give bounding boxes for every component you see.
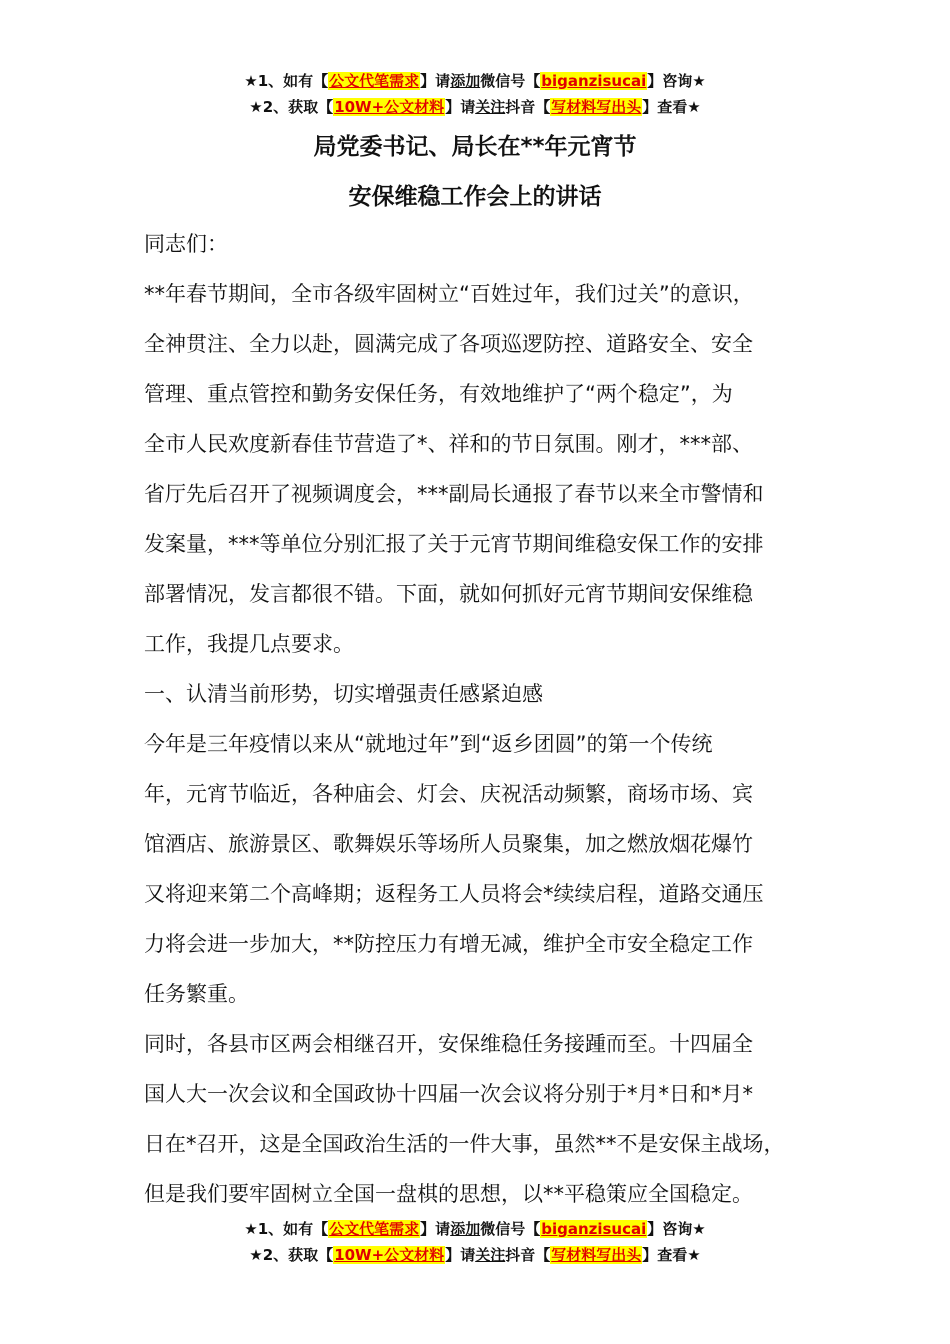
body-line: 同时，各县市区两会相继召开，安保维稳任务接踵而至。十四届全 <box>144 1032 753 1056</box>
body-line: 省厅先后召开了视频调度会，***副局长通报了春节以来全市警情和 <box>144 482 764 506</box>
body-line: 日在*召开，这是全国政治生活的一件大事，虽然**不是安保主战场， <box>144 1132 785 1156</box>
banner-text: 微信号【 <box>480 1220 541 1238</box>
body-line: 国人大一次会议和全国政协十四届一次会议将分别于*月*日和*月* <box>144 1082 753 1106</box>
body-line: 发案量，***等单位分别汇报了关于元宵节期间维稳安保工作的安排 <box>144 532 764 556</box>
document-title-line-1: 局党委书记、局长在**年元宵节 <box>313 134 637 160</box>
banner-text: 】查看★ <box>642 98 701 116</box>
banner-line-1 <box>0 1216 950 1242</box>
header-banner <box>0 68 950 120</box>
body-line: 但是我们要牢固树立全国一盘棋的思想，以**平稳策应全国稳定。 <box>144 1182 753 1206</box>
body-line: 全市人民欢度新春佳节营造了*、祥和的节日氛围。刚才，***部、 <box>144 432 753 456</box>
highlight-service: 公文代笔需求 <box>329 1220 420 1238</box>
body-line: **年春节期间，全市各级牢固树立“百姓过年，我们过关”的意识， <box>144 282 754 306</box>
body-line: 管理、重点管控和勤务安保任务，有效地维护了“两个稳定”，为 <box>144 382 733 406</box>
banner-line-2 <box>0 94 950 120</box>
body-line: 年，元宵节临近，各种庙会、灯会、庆祝活动频繁，商场市场、宾 <box>144 782 753 806</box>
banner-text: ★1、如有【 <box>244 72 329 90</box>
banner-text: 抖音【 <box>505 1246 551 1264</box>
banner-underlined-text: 添加 <box>450 72 481 90</box>
banner-text: 】请 <box>420 72 451 90</box>
body-line: 全神贯注、全力以赴，圆满完成了各项巡逻防控、道路安全、安全 <box>144 332 753 356</box>
banner-text: ★1、如有【 <box>244 1220 329 1238</box>
salutation: 同志们： <box>144 232 228 256</box>
highlight-douyin-account: 写材料写出头 <box>551 98 642 116</box>
footer-banner <box>0 1216 950 1268</box>
section-heading: 一、认清当前形势，切实增强责任感紧迫感 <box>144 682 543 706</box>
banner-text: 】请 <box>420 1220 451 1238</box>
highlight-wechat-id: biganzisucai <box>541 1220 647 1238</box>
banner-text: 】请 <box>445 1246 476 1264</box>
highlight-materials: 10W+公文材料 <box>334 1246 445 1264</box>
body-line: 任务繁重。 <box>144 982 249 1006</box>
banner-underlined-text: 关注 <box>475 1246 506 1264</box>
banner-underlined-text: 关注 <box>475 98 506 116</box>
banner-underlined-text: 添加 <box>450 1220 481 1238</box>
body-line: 力将会进一步加大，**防控压力有增无减，维护全市安全稳定工作 <box>144 932 753 956</box>
document-title-line-2: 安保维稳工作会上的讲话 <box>348 184 602 210</box>
banner-line-2 <box>0 1242 950 1268</box>
banner-text: ★2、获取【 <box>249 98 334 116</box>
banner-text: 】查看★ <box>642 1246 701 1264</box>
highlight-service: 公文代笔需求 <box>329 72 420 90</box>
body-line: 馆酒店、旅游景区、歌舞娱乐等场所人员聚集，加之燃放烟花爆竹 <box>144 832 753 856</box>
banner-text: 】咨询★ <box>647 72 706 90</box>
highlight-douyin-account: 写材料写出头 <box>551 1246 642 1264</box>
body-line: 部署情况，发言都很不错。下面，就如何抓好元宵节期间安保维稳 <box>144 582 753 606</box>
banner-text: 微信号【 <box>480 72 541 90</box>
body-line: 今年是三年疫情以来从“就地过年”到“返乡团圆”的第一个传统 <box>144 732 713 756</box>
body-line: 又将迎来第二个高峰期；返程务工人员将会*续续启程，道路交通压 <box>144 882 764 906</box>
banner-text: 抖音【 <box>505 98 551 116</box>
highlight-materials: 10W+公文材料 <box>334 98 445 116</box>
banner-text: 】请 <box>445 98 476 116</box>
banner-text: ★2、获取【 <box>249 1246 334 1264</box>
banner-line-1 <box>0 68 950 94</box>
banner-text: 】咨询★ <box>647 1220 706 1238</box>
highlight-wechat-id: biganzisucai <box>541 72 647 90</box>
body-line: 工作，我提几点要求。 <box>144 632 354 656</box>
